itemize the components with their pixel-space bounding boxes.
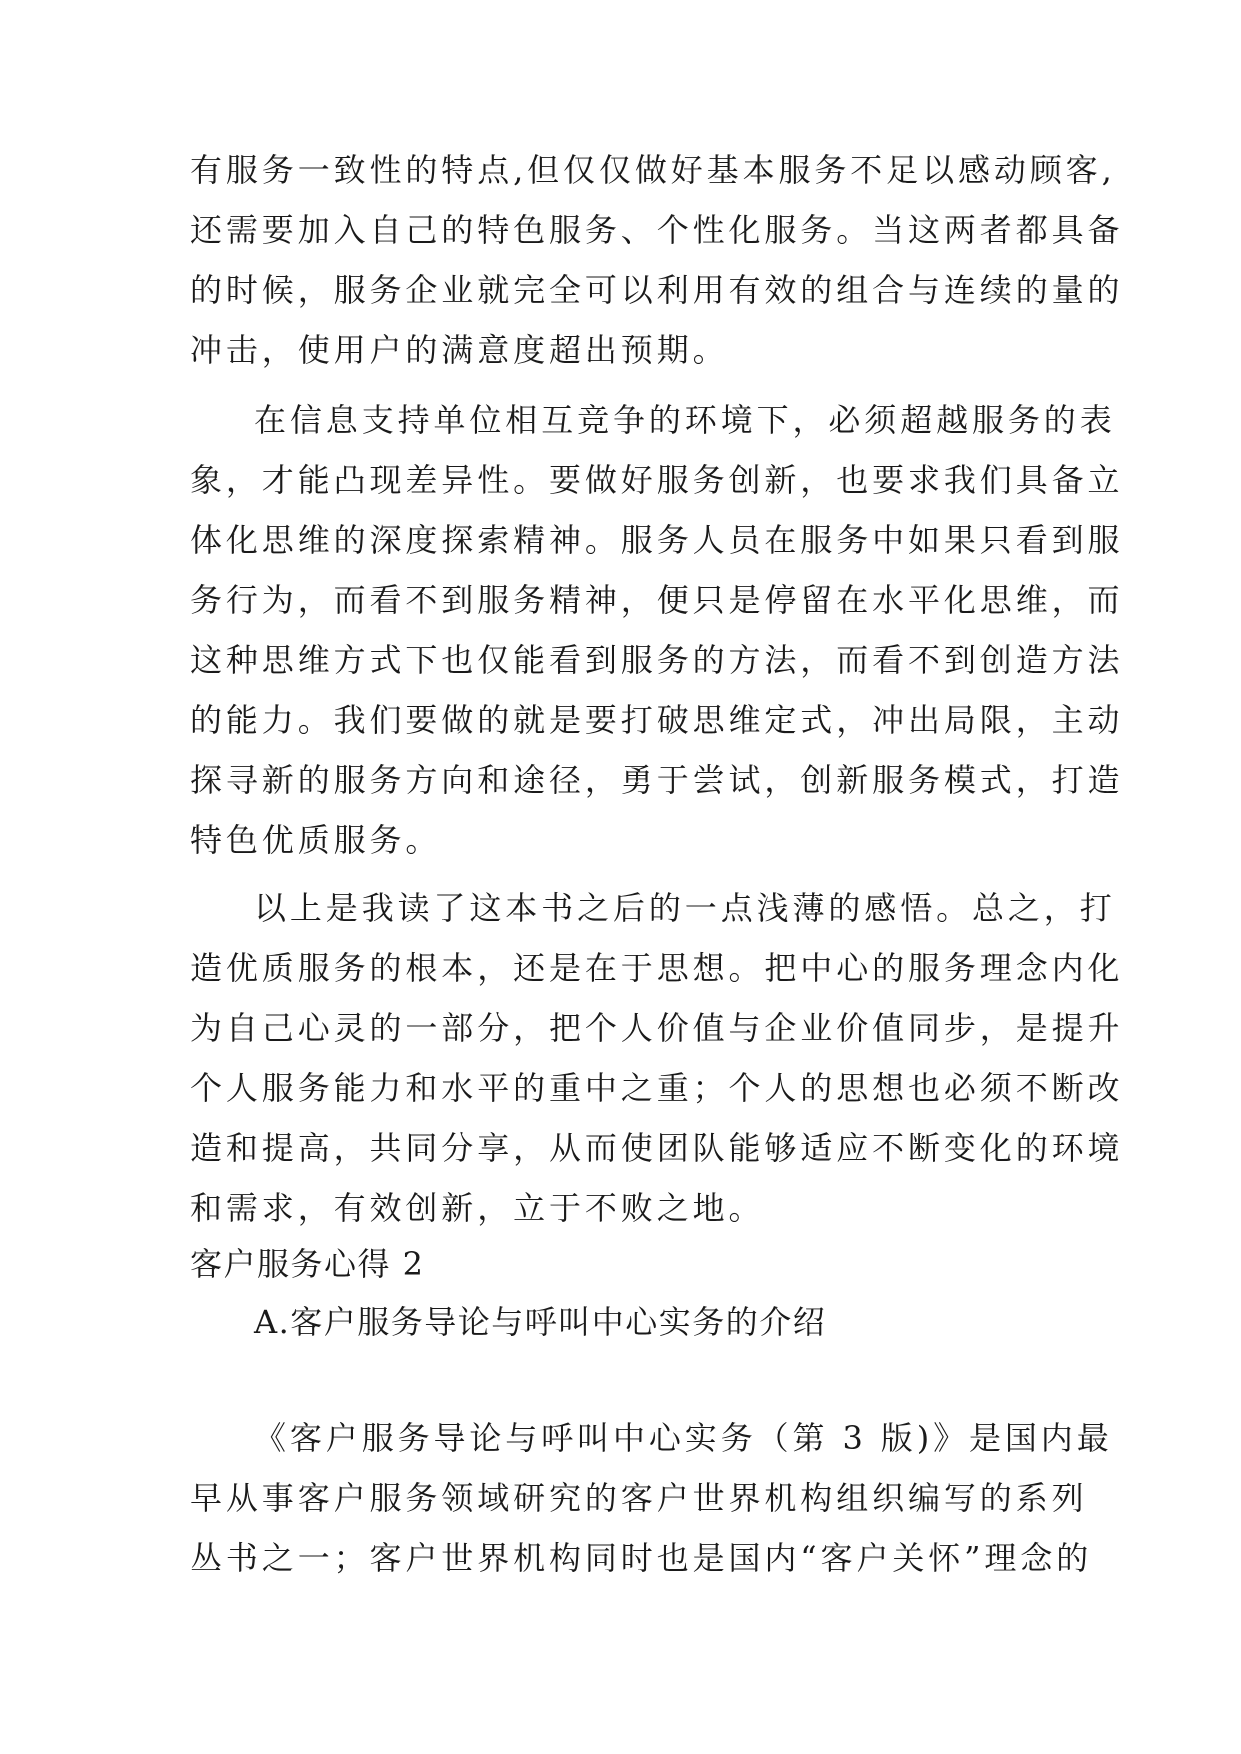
paragraph-line: 的能力。我们要做的就是要打破思维定式，冲出局限，主动 xyxy=(190,701,1124,739)
paragraph-line: 特色优质服务。 xyxy=(190,821,442,859)
paragraph-line: 探寻新的服务方向和途径，勇于尝试，创新服务模式，打造 xyxy=(190,761,1124,799)
paragraph-line: 造优质服务的根本，还是在于思想。把中心的服务理念内化 xyxy=(190,949,1124,987)
paragraph-line: 冲击，使用户的满意度超出预期。 xyxy=(190,331,729,369)
section-heading: 客户服务心得 2 xyxy=(190,1245,425,1283)
paragraph-line: 和需求，有效创新，立于不败之地。 xyxy=(190,1189,765,1227)
paragraph-line: 体化思维的深度探索精神。服务人员在服务中如果只看到服 xyxy=(190,521,1124,559)
paragraph-line: 务行为，而看不到服务精神，便只是停留在水平化思维，而 xyxy=(190,581,1124,619)
paragraph-line: 在信息支持单位相互竞争的环境下，必须超越服务的表 xyxy=(254,401,1116,439)
paragraph-line: 《客户服务导论与呼叫中心实务（第 3 版)》是国内最 xyxy=(254,1419,1113,1457)
paragraph-line: 的时候，服务企业就完全可以利用有效的组合与连续的量的 xyxy=(190,271,1124,309)
paragraph-line: 为自己心灵的一部分，把个人价值与企业价值同步，是提升 xyxy=(190,1009,1124,1047)
paragraph-line: 还需要加入自己的特色服务、个性化服务。当这两者都具备 xyxy=(190,211,1124,249)
paragraph-line: 象，才能凸现差异性。要做好服务创新，也要求我们具备立 xyxy=(190,461,1124,499)
paragraph-line: 造和提高，共同分享，从而使团队能够适应不断变化的环境 xyxy=(190,1129,1124,1167)
paragraph-line: 以上是我读了这本书之后的一点浅薄的感悟。总之，打 xyxy=(254,889,1116,927)
paragraph-line: 个人服务能力和水平的重中之重；个人的思想也必须不断改 xyxy=(190,1069,1124,1107)
subheading: A.客户服务导论与呼叫中心实务的介绍 xyxy=(254,1303,827,1341)
paragraph-line: 丛书之一；客户世界机构同时也是国内“客户关怀”理念的 xyxy=(190,1539,1093,1577)
paragraph-line: 这种思维方式下也仅能看到服务的方法，而看不到创造方法 xyxy=(190,641,1124,679)
paragraph-line: 早从事客户服务领域研究的客户世界机构组织编写的系列 xyxy=(190,1479,1088,1517)
paragraph-line: 有服务一致性的特点,但仅仅做好基本服务不足以感动顾客, xyxy=(190,151,1116,189)
